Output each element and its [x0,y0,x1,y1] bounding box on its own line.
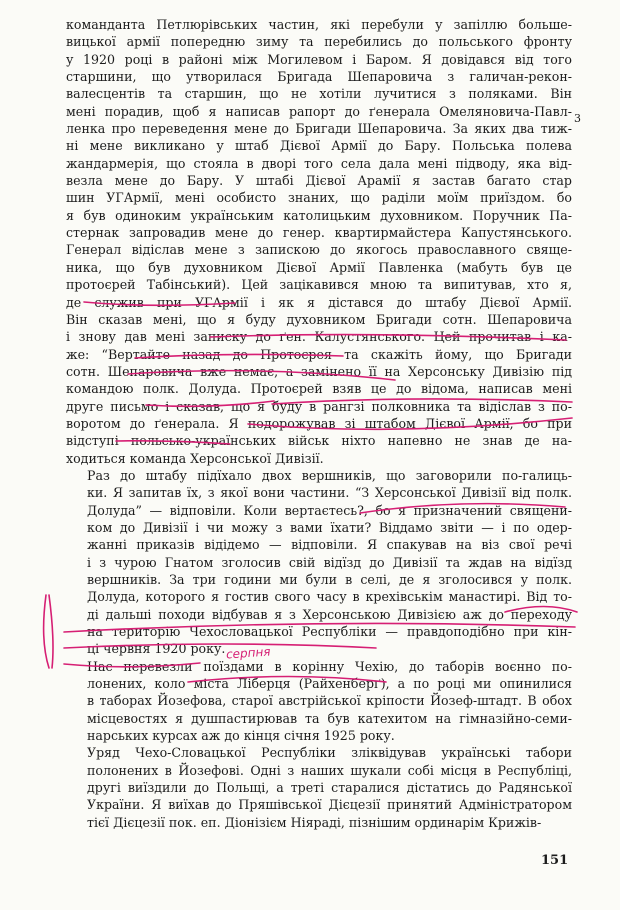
paragraph [66,658,572,745]
text-line: нарських курсах аж до кінця січня 1925 року. [87,728,395,744]
text-line: старшини, що утворилася Бригада Шепаровича з галичан-рекон- [66,69,572,85]
text-line: ленка про переведення мене до Бригади Шепаровича. За яких два тиж- [66,121,572,137]
margin-bracket [44,595,49,668]
text-line: вершників. За три години ми були в селі, де я зголосився у полк. [87,572,572,587]
text-line: ком до Дивізії і чи можу з вами їхати? Віддамо звіти — і по одер- [87,519,572,535]
text-line: у 1920 році в районі між Могилевом і Баром. Я довідався від того [66,51,572,67]
margin-bracket-2 [49,595,53,668]
text-line: в таборах Йозефова, старої австрійської кріпости Йозеф-штадт. В обох [87,693,572,709]
text-line: України. Я виїхав до Пряшівської Дієцезії принятий Адміністратором [87,797,572,813]
text-line: Долуда, которого я гостив свого часу в крехівськім манастирі. Від то- [87,589,572,605]
text-line: валесцентів та старшин, що не хотіли лучитися з поляками. Він [66,86,572,102]
text-line: ці червня 1920 року. [87,641,226,657]
text-line: Уряд Чехо-Словацької Республіки зліквідував українські табори [87,745,572,761]
text-line: і знову дав мені записку до ґен. Калустянського. Цей прочитав і ка- [66,329,572,345]
text-line: Нас перевезли поїздами в корінну Чехію, до таборів воєнно по- [87,658,572,674]
text-line: Долуда” — відповіли. Коли вертаєтесь?, бо я призначений священи- [87,502,572,518]
text-line: мені порадив, щоб я написав рапорт до ґенерала Омеляновича-Павл- [66,103,572,119]
text-line: жанні приказів відідемо — відповіли. Я спакував на віз свої речі [87,537,572,553]
text-line: Раз до штабу підїхало двох вершників, що заговорили по-галиць- [87,467,572,483]
text-line: місцевостях я душпастирював та був катехитом на гімназійно-семи- [87,710,572,726]
text-line: на територію Чехословацької Республіки — правдоподібно при кін- [87,624,572,640]
text-line: протоєрей Табінський). Цей зацікавився мною та випитував, хто я, [66,277,572,293]
text-line: стернак запровадив мене до генер. квартирмайстера Капустянського. [66,225,572,241]
text-line: же: “Вертайте назад до Протоєрея та скажіть йому, що Бригади [66,346,572,362]
text-line: я був одиноким українським католицьким духовником. Поручник Па- [66,207,572,223]
text-line: ки. Я запитав їх, з якої вони частини. “З Херсонської Дивізії від полк. [87,485,572,501]
text-line: ді дальші походи відбував я з Херсонською Дивізією аж до переходу [87,606,572,622]
text-line: полонених в Йозефові. Одні з наших шукали собі місця в Республіці, [87,762,572,778]
text-line: жандармерія, що стояла в дворі того села дала мені підводу, яка від- [66,155,572,171]
text-line: Він сказав мені, що я буду духовником Бригади сотн. Шепаровича [66,311,572,327]
handwritten-margin-note: серпня [225,644,271,662]
text-line: Генерал відіслав мене з запискою до якогось православного свяще- [66,242,572,258]
text-line: і з чурою Гнатом зголосив свій відїзд до Дивізії та ждав на відїзд [87,554,572,570]
text-line: де служив при УГАрмії і як я дістався до штабу Дієвої Армії. [66,294,572,310]
text-line: другі виїздили до Польщі, а треті старалися дістатись до Радянської [87,780,572,796]
text-line: вицької армії попередню зиму та перебились до польського фронту [66,34,572,50]
text-line: тієї Дієцезії пок. еп. Діонізієм Ніяраді, пізнішим ординарім Крижів- [87,814,542,830]
text-line: ника, що був духовником Дієвої Армії Павленка (мабуть був це [66,259,572,275]
page-body [66,16,572,831]
text-line: командою полк. Долуда. Протоєрей взяв це до відома, написав мені [66,381,572,397]
text-line: воротом до ґенерала. Я подорожував зі штабом Дієвої Армії, бо при [66,415,572,431]
text-line: відступі польсько-українських військ ніхто напевно не знав де на- [66,433,572,449]
paragraph [66,467,572,658]
text-line: лонених, коло міста Ліберця (Райхенберґ), а по році ми опинилися [87,676,572,692]
paragraph [66,744,572,831]
text-line: друге письмо і сказав, що я буду в рангзі полковника та відіслав з по- [66,398,572,414]
text-line: ні мене викликано у штаб Дієвої Армії до Бару. Польська полева [66,138,572,154]
paragraph [66,16,572,467]
text-line: шин УГАрмії, мені особисто знаних, що раділи моїм приїздом. бо [66,190,572,206]
text-line: ходиться команда Херсонської Дивізії. [66,450,324,466]
text-line: везла мене до Бару. У штабі Дієвої Арамії я застав багато стар [66,173,572,189]
text-line: сотн. Шепаровича вже немає, а замінено її на Херсонську Дивізію під [66,363,572,379]
margin-tick-mark: 3 [574,112,581,125]
text-line: команданта Петлюрівських частин, які перебули у запіллю больше- [66,17,572,32]
page-number: 151 [541,853,569,868]
